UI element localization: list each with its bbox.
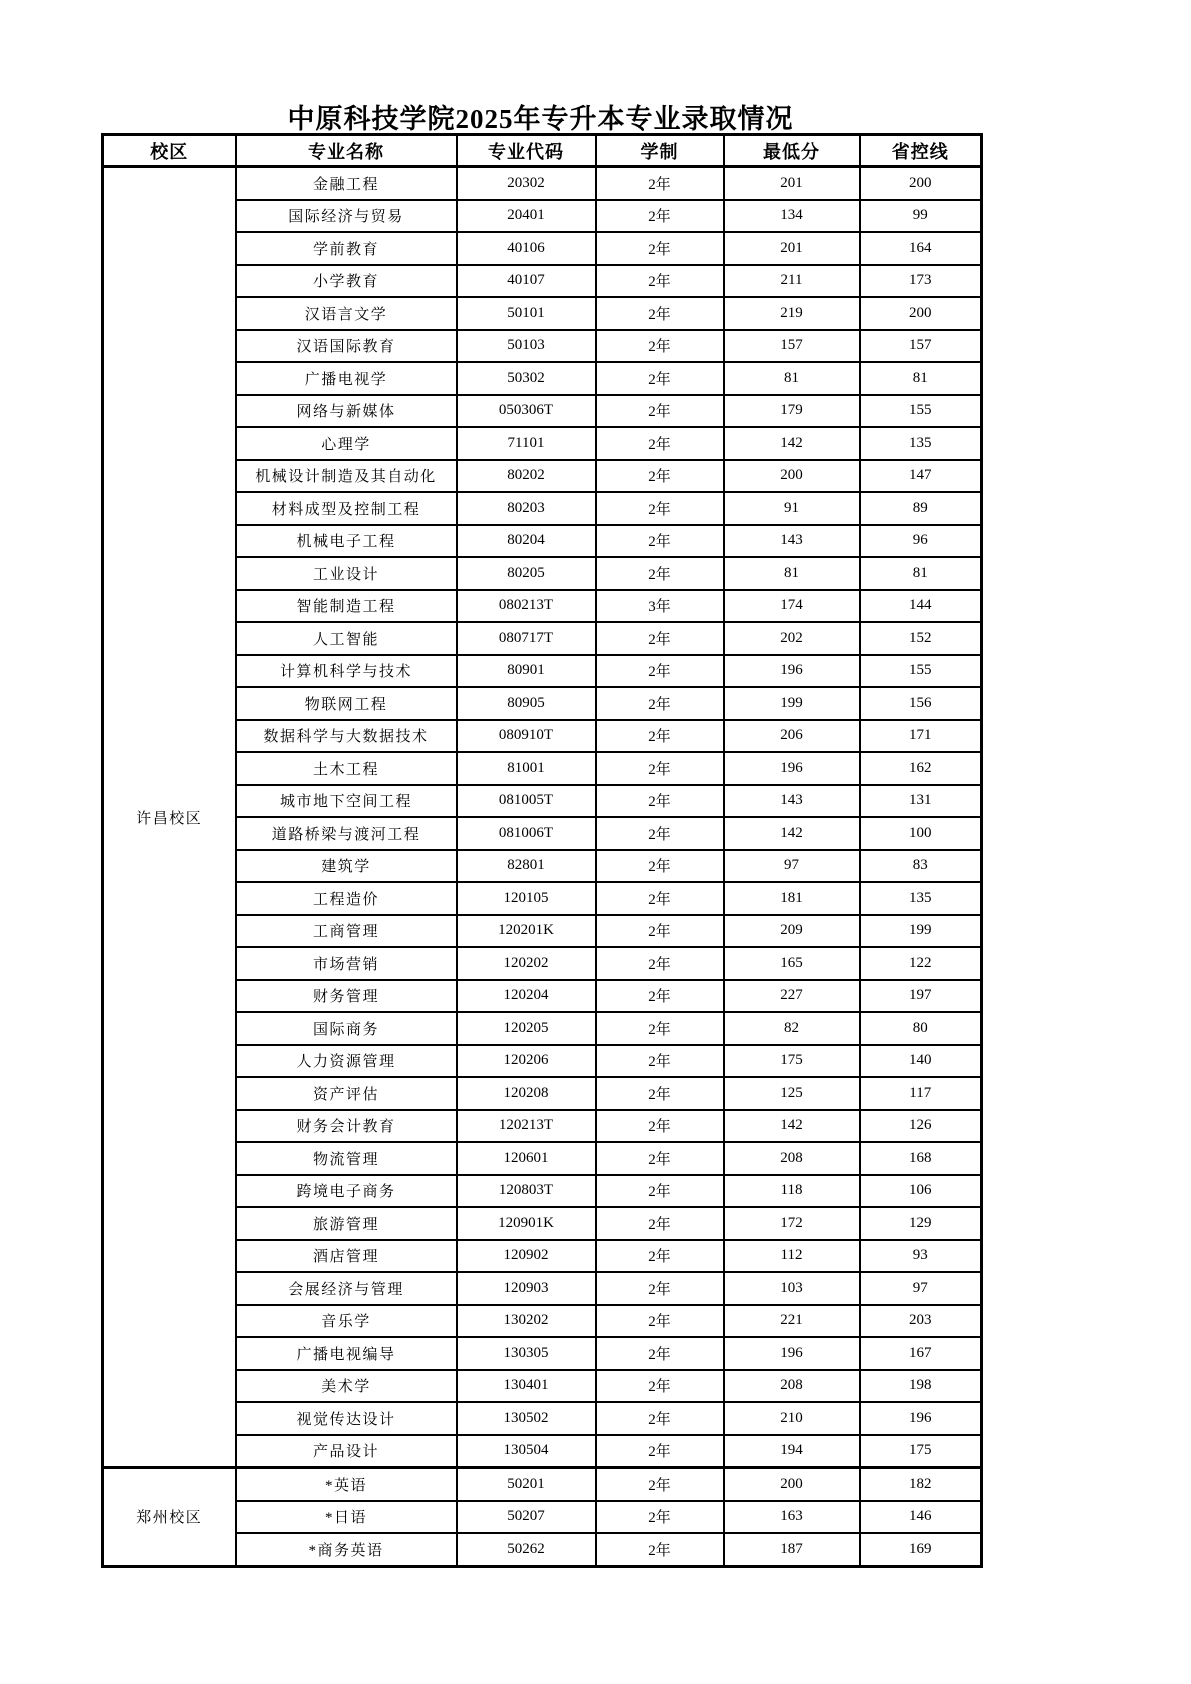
cell-min-score: 81 [724, 362, 860, 395]
cell-major-code: 50101 [457, 297, 596, 330]
cell-duration: 2年 [596, 557, 724, 590]
cell-major-name: 土木工程 [236, 752, 457, 785]
cell-major-code: 120601 [457, 1142, 596, 1175]
cell-province-line: 106 [860, 1175, 982, 1208]
cell-major-name: *商务英语 [236, 1533, 457, 1566]
cell-duration: 2年 [596, 1533, 724, 1566]
campus-cell: 许昌校区 [103, 167, 236, 1468]
cell-min-score: 201 [724, 167, 860, 200]
cell-major-code: 81001 [457, 752, 596, 785]
cell-duration: 2年 [596, 1045, 724, 1078]
cell-duration: 2年 [596, 1207, 724, 1240]
cell-min-score: 181 [724, 882, 860, 915]
cell-min-score: 227 [724, 980, 860, 1013]
cell-major-name: 工程造价 [236, 882, 457, 915]
cell-major-name: 国际经济与贸易 [236, 200, 457, 233]
cell-major-code: 20401 [457, 200, 596, 233]
cell-major-name: 酒店管理 [236, 1240, 457, 1273]
cell-major-code: 081005T [457, 785, 596, 818]
cell-duration: 2年 [596, 232, 724, 265]
header-cell-campus: 校区 [103, 135, 236, 167]
cell-duration: 2年 [596, 752, 724, 785]
cell-major-code: 120208 [457, 1077, 596, 1110]
cell-province-line: 146 [860, 1501, 982, 1534]
cell-duration: 2年 [596, 915, 724, 948]
cell-min-score: 134 [724, 200, 860, 233]
cell-min-score: 179 [724, 395, 860, 428]
cell-min-score: 209 [724, 915, 860, 948]
cell-province-line: 89 [860, 492, 982, 525]
cell-province-line: 97 [860, 1272, 982, 1305]
cell-duration: 2年 [596, 785, 724, 818]
header-cell-province-line: 省控线 [860, 135, 982, 167]
cell-major-code: 50103 [457, 330, 596, 363]
cell-major-code: 82801 [457, 850, 596, 883]
cell-min-score: 196 [724, 1337, 860, 1370]
cell-province-line: 168 [860, 1142, 982, 1175]
cell-duration: 2年 [596, 427, 724, 460]
cell-major-code: 080213T [457, 590, 596, 623]
campus-cell: 郑州校区 [103, 1468, 236, 1567]
cell-major-code: 80203 [457, 492, 596, 525]
header-cell-min-score: 最低分 [724, 135, 860, 167]
cell-major-code: 120206 [457, 1045, 596, 1078]
cell-province-line: 135 [860, 427, 982, 460]
cell-min-score: 194 [724, 1435, 860, 1468]
cell-duration: 2年 [596, 1272, 724, 1305]
cell-duration: 2年 [596, 525, 724, 558]
cell-province-line: 135 [860, 882, 982, 915]
cell-duration: 2年 [596, 362, 724, 395]
cell-major-code: 50302 [457, 362, 596, 395]
cell-major-name: 网络与新媒体 [236, 395, 457, 428]
cell-province-line: 100 [860, 817, 982, 850]
cell-major-code: 120903 [457, 1272, 596, 1305]
cell-province-line: 162 [860, 752, 982, 785]
cell-major-code: 20302 [457, 167, 596, 200]
cell-province-line: 99 [860, 200, 982, 233]
cell-duration: 2年 [596, 1468, 724, 1501]
cell-major-code: 120202 [457, 947, 596, 980]
cell-major-code: 050306T [457, 395, 596, 428]
cell-major-name: 材料成型及控制工程 [236, 492, 457, 525]
cell-province-line: 200 [860, 297, 982, 330]
cell-province-line: 147 [860, 460, 982, 493]
cell-major-name: 人工智能 [236, 622, 457, 655]
cell-major-code: 50201 [457, 1468, 596, 1501]
cell-major-name: 数据科学与大数据技术 [236, 720, 457, 753]
cell-major-name: 市场营销 [236, 947, 457, 980]
cell-province-line: 196 [860, 1402, 982, 1435]
cell-min-score: 143 [724, 525, 860, 558]
cell-major-name: 工业设计 [236, 557, 457, 590]
cell-min-score: 201 [724, 232, 860, 265]
cell-min-score: 208 [724, 1142, 860, 1175]
cell-major-code: 80204 [457, 525, 596, 558]
cell-major-code: 080910T [457, 720, 596, 753]
cell-duration: 2年 [596, 817, 724, 850]
cell-major-name: 学前教育 [236, 232, 457, 265]
cell-min-score: 82 [724, 1012, 860, 1045]
cell-major-name: 建筑学 [236, 850, 457, 883]
cell-province-line: 152 [860, 622, 982, 655]
cell-duration: 2年 [596, 1402, 724, 1435]
cell-major-code: 120213T [457, 1110, 596, 1143]
cell-major-name: 小学教育 [236, 265, 457, 298]
cell-province-line: 167 [860, 1337, 982, 1370]
header-cell-major-name: 专业名称 [236, 135, 457, 167]
cell-duration: 2年 [596, 330, 724, 363]
cell-min-score: 196 [724, 655, 860, 688]
cell-province-line: 199 [860, 915, 982, 948]
cell-major-name: 道路桥梁与渡河工程 [236, 817, 457, 850]
cell-duration: 3年 [596, 590, 724, 623]
cell-min-score: 175 [724, 1045, 860, 1078]
cell-major-code: 130401 [457, 1370, 596, 1403]
cell-min-score: 81 [724, 557, 860, 590]
cell-min-score: 206 [724, 720, 860, 753]
cell-min-score: 202 [724, 622, 860, 655]
cell-major-code: 40106 [457, 232, 596, 265]
cell-province-line: 122 [860, 947, 982, 980]
page-title: 中原科技学院2025年专升本专业录取情况 [287, 104, 794, 134]
cell-duration: 2年 [596, 460, 724, 493]
cell-duration: 2年 [596, 167, 724, 200]
cell-min-score: 200 [724, 460, 860, 493]
cell-province-line: 81 [860, 362, 982, 395]
cell-major-code: 80901 [457, 655, 596, 688]
cell-major-name: 财务管理 [236, 980, 457, 1013]
cell-min-score: 219 [724, 297, 860, 330]
cell-major-name: 智能制造工程 [236, 590, 457, 623]
cell-duration: 2年 [596, 655, 724, 688]
cell-province-line: 156 [860, 687, 982, 720]
cell-province-line: 140 [860, 1045, 982, 1078]
header-cell-duration: 学制 [596, 135, 724, 167]
cell-province-line: 169 [860, 1533, 982, 1566]
cell-duration: 2年 [596, 1077, 724, 1110]
cell-duration: 2年 [596, 1240, 724, 1273]
cell-province-line: 144 [860, 590, 982, 623]
cell-min-score: 221 [724, 1305, 860, 1338]
cell-province-line: 182 [860, 1468, 982, 1501]
cell-major-name: 资产评估 [236, 1077, 457, 1110]
cell-duration: 2年 [596, 395, 724, 428]
cell-major-code: 80202 [457, 460, 596, 493]
cell-min-score: 199 [724, 687, 860, 720]
cell-major-name: 广播电视编导 [236, 1337, 457, 1370]
cell-major-code: 130504 [457, 1435, 596, 1468]
cell-major-name: 音乐学 [236, 1305, 457, 1338]
cell-duration: 2年 [596, 947, 724, 980]
cell-major-name: 广播电视学 [236, 362, 457, 395]
cell-province-line: 83 [860, 850, 982, 883]
cell-major-code: 120201K [457, 915, 596, 948]
cell-min-score: 112 [724, 1240, 860, 1273]
cell-major-name: 会展经济与管理 [236, 1272, 457, 1305]
cell-major-code: 081006T [457, 817, 596, 850]
cell-major-code: 50207 [457, 1501, 596, 1534]
cell-major-name: 汉语国际教育 [236, 330, 457, 363]
cell-duration: 2年 [596, 622, 724, 655]
cell-major-name: 金融工程 [236, 167, 457, 200]
cell-duration: 2年 [596, 1012, 724, 1045]
cell-major-name: 美术学 [236, 1370, 457, 1403]
table-row [103, 1468, 982, 1501]
cell-duration: 2年 [596, 850, 724, 883]
cell-major-name: 机械设计制造及其自动化 [236, 460, 457, 493]
cell-province-line: 80 [860, 1012, 982, 1045]
cell-major-code: 40107 [457, 265, 596, 298]
cell-major-name: 旅游管理 [236, 1207, 457, 1240]
cell-province-line: 203 [860, 1305, 982, 1338]
cell-duration: 2年 [596, 1435, 724, 1468]
cell-min-score: 142 [724, 1110, 860, 1143]
cell-min-score: 196 [724, 752, 860, 785]
cell-min-score: 118 [724, 1175, 860, 1208]
cell-major-name: 人力资源管理 [236, 1045, 457, 1078]
cell-min-score: 125 [724, 1077, 860, 1110]
admission-results-table [101, 133, 983, 1568]
cell-province-line: 157 [860, 330, 982, 363]
cell-major-name: 计算机科学与技术 [236, 655, 457, 688]
cell-min-score: 91 [724, 492, 860, 525]
cell-major-name: 物联网工程 [236, 687, 457, 720]
table-header [103, 135, 982, 167]
table-header-row [103, 135, 982, 167]
cell-duration: 2年 [596, 200, 724, 233]
cell-major-code: 130502 [457, 1402, 596, 1435]
cell-min-score: 142 [724, 817, 860, 850]
cell-major-name: 产品设计 [236, 1435, 457, 1468]
cell-min-score: 187 [724, 1533, 860, 1566]
cell-province-line: 155 [860, 395, 982, 428]
cell-duration: 2年 [596, 1175, 724, 1208]
cell-major-name: 工商管理 [236, 915, 457, 948]
cell-major-name: 国际商务 [236, 1012, 457, 1045]
cell-province-line: 164 [860, 232, 982, 265]
cell-duration: 2年 [596, 492, 724, 525]
cell-province-line: 197 [860, 980, 982, 1013]
cell-duration: 2年 [596, 265, 724, 298]
cell-province-line: 96 [860, 525, 982, 558]
cell-major-name: 财务会计教育 [236, 1110, 457, 1143]
cell-major-code: 50262 [457, 1533, 596, 1566]
cell-duration: 2年 [596, 1370, 724, 1403]
cell-duration: 2年 [596, 1305, 724, 1338]
cell-province-line: 126 [860, 1110, 982, 1143]
cell-major-code: 120803T [457, 1175, 596, 1208]
cell-province-line: 117 [860, 1077, 982, 1110]
cell-min-score: 210 [724, 1402, 860, 1435]
cell-major-code: 080717T [457, 622, 596, 655]
cell-duration: 2年 [596, 980, 724, 1013]
cell-major-code: 120902 [457, 1240, 596, 1273]
cell-min-score: 172 [724, 1207, 860, 1240]
cell-min-score: 174 [724, 590, 860, 623]
cell-duration: 2年 [596, 297, 724, 330]
cell-min-score: 163 [724, 1501, 860, 1534]
cell-duration: 2年 [596, 1337, 724, 1370]
cell-major-name: *英语 [236, 1468, 457, 1501]
cell-province-line: 173 [860, 265, 982, 298]
cell-major-name: 视觉传达设计 [236, 1402, 457, 1435]
cell-duration: 2年 [596, 1142, 724, 1175]
cell-major-code: 120205 [457, 1012, 596, 1045]
cell-min-score: 200 [724, 1468, 860, 1501]
cell-min-score: 165 [724, 947, 860, 980]
cell-major-name: 城市地下空间工程 [236, 785, 457, 818]
cell-major-code: 120105 [457, 882, 596, 915]
cell-major-name: 汉语言文学 [236, 297, 457, 330]
cell-min-score: 208 [724, 1370, 860, 1403]
cell-province-line: 93 [860, 1240, 982, 1273]
cell-duration: 2年 [596, 687, 724, 720]
cell-major-code: 130305 [457, 1337, 596, 1370]
cell-major-code: 80905 [457, 687, 596, 720]
cell-province-line: 81 [860, 557, 982, 590]
cell-duration: 2年 [596, 882, 724, 915]
cell-major-name: 心理学 [236, 427, 457, 460]
cell-major-code: 130202 [457, 1305, 596, 1338]
cell-province-line: 198 [860, 1370, 982, 1403]
cell-min-score: 211 [724, 265, 860, 298]
cell-province-line: 155 [860, 655, 982, 688]
cell-min-score: 103 [724, 1272, 860, 1305]
cell-major-name: 机械电子工程 [236, 525, 457, 558]
cell-province-line: 129 [860, 1207, 982, 1240]
cell-duration: 2年 [596, 1110, 724, 1143]
cell-major-code: 120901K [457, 1207, 596, 1240]
cell-major-name: 跨境电子商务 [236, 1175, 457, 1208]
cell-major-code: 80205 [457, 557, 596, 590]
header-cell-major-code: 专业代码 [457, 135, 596, 167]
cell-province-line: 175 [860, 1435, 982, 1468]
cell-major-name: 物流管理 [236, 1142, 457, 1175]
table-row [103, 167, 982, 200]
cell-major-code: 71101 [457, 427, 596, 460]
cell-min-score: 157 [724, 330, 860, 363]
cell-duration: 2年 [596, 1501, 724, 1534]
cell-province-line: 171 [860, 720, 982, 753]
cell-major-name: *日语 [236, 1501, 457, 1534]
table-body [103, 167, 982, 1567]
cell-min-score: 142 [724, 427, 860, 460]
cell-major-code: 120204 [457, 980, 596, 1013]
cell-province-line: 200 [860, 167, 982, 200]
cell-min-score: 143 [724, 785, 860, 818]
cell-duration: 2年 [596, 720, 724, 753]
cell-province-line: 131 [860, 785, 982, 818]
cell-min-score: 97 [724, 850, 860, 883]
